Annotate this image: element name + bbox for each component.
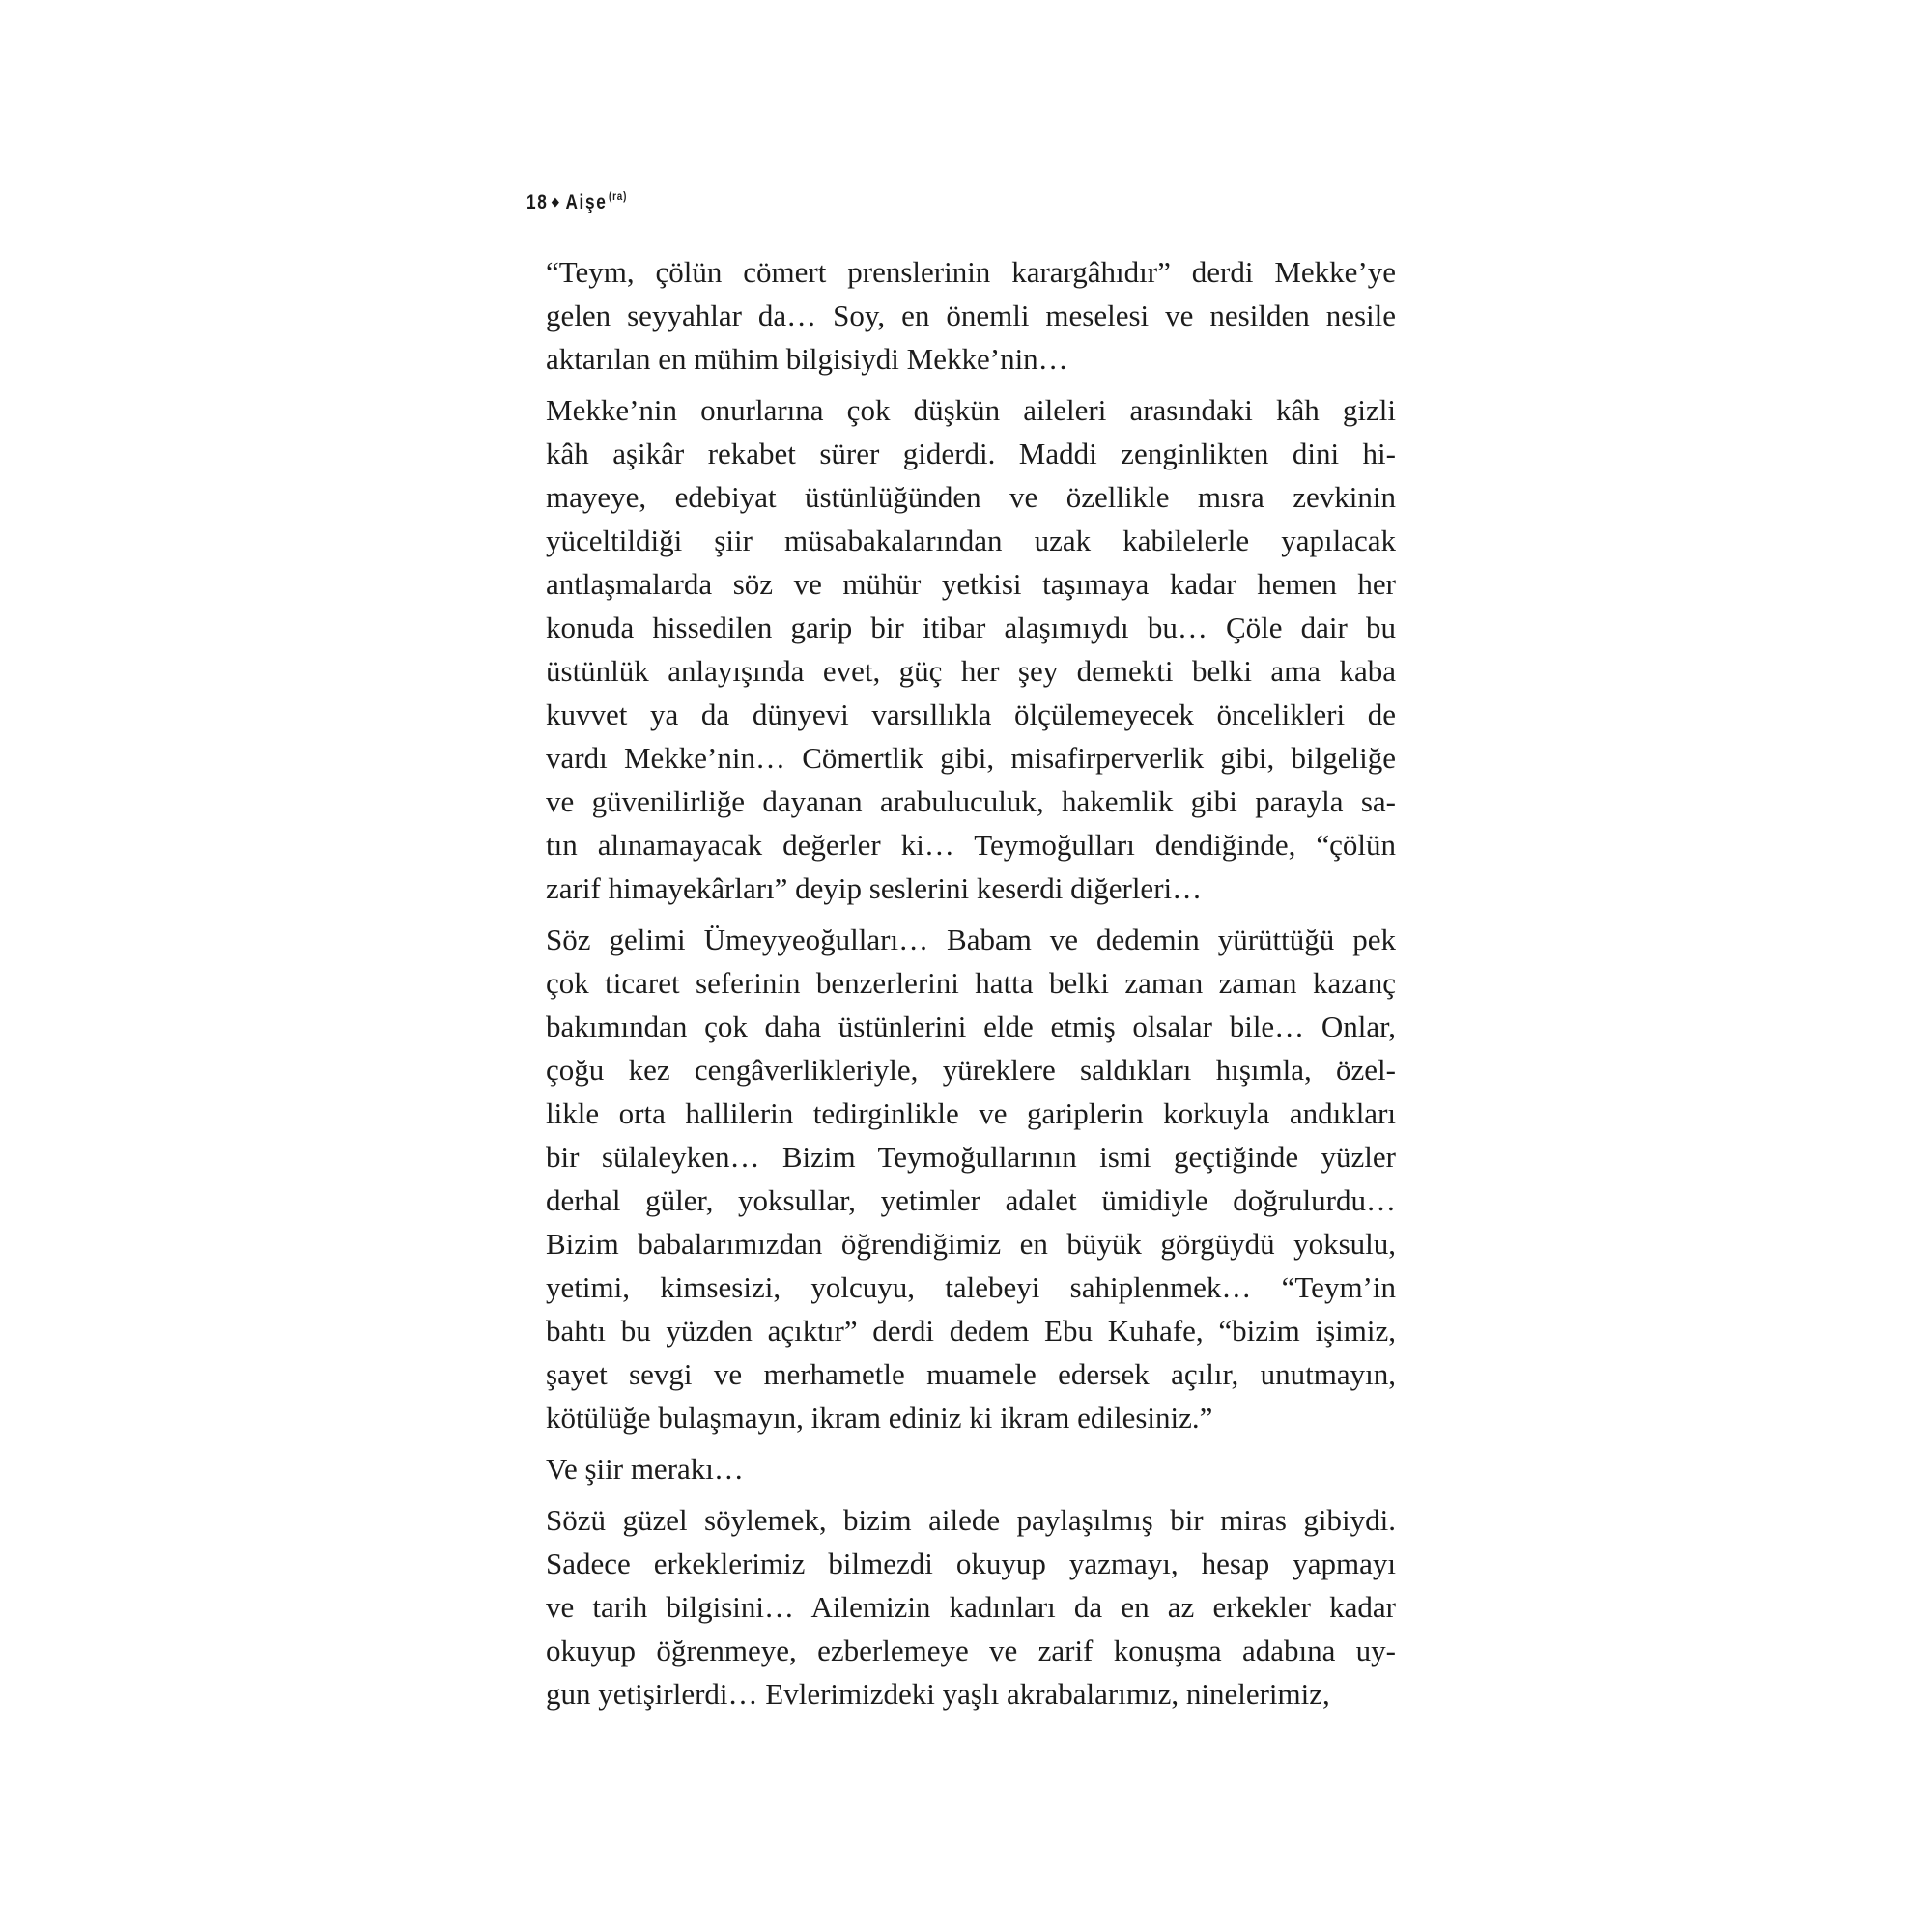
text-line: yüceltildiği şiir müsabakalarından uzak kabilelerle yapılacak [546, 524, 1396, 557]
text-line: çoğu kez cengâverlikleriyle, yüreklere saldıkları hışımla, özel- [546, 1053, 1396, 1087]
text-line: vardı Mekke’nin… Cömertlik gibi, misafirperverlik gibi, bilgeliğe [546, 741, 1396, 775]
text-line: Mekke’nin onurlarına çok düşkün aileleri arasındaki kâh gizli [546, 393, 1396, 427]
text-line: Sözü güzel söylemek, bizim ailede paylaşılmış bir miras gibiydi. [546, 1503, 1396, 1537]
text-line: bir sülaleyken… Bizim Teymoğullarının ismi geçtiğinde yüzler [546, 1140, 1396, 1174]
text-line: antlaşmalarda söz ve mühür yetkisi taşımaya kadar hemen her [546, 567, 1396, 601]
paragraph [546, 1498, 1396, 1716]
page-number: 18 [526, 191, 549, 213]
text-line: gelen seyyahlar da… Soy, en önemli meselesi ve nesilden nesile [546, 298, 1396, 332]
text-line: ve güvenilirliğe dayanan arabuluculuk, hakemlik gibi parayla sa- [546, 784, 1396, 818]
paragraph [546, 388, 1396, 910]
paragraph [546, 1447, 1396, 1491]
book-title: Aişe [565, 191, 608, 213]
text-line: ve tarih bilgisini… Ailemizin kadınları da en az erkekler kadar [546, 1590, 1396, 1624]
text-line: bahtı bu yüzden açıktır” derdi dedem Ebu Kuhafe, “bizim işimiz, [546, 1314, 1396, 1348]
body-text [546, 250, 1396, 1723]
text-line: derhal güler, yoksullar, yetimler adalet ümidiyle doğrulurdu… [546, 1183, 1396, 1217]
text-line: kötülüğe bulaşmayın, ikram ediniz ki ikram edilesiniz.” [546, 1401, 1213, 1435]
title-superscript: (ra) [609, 189, 628, 203]
diamond-separator-icon: ◆ [551, 194, 561, 209]
running-head [526, 189, 627, 214]
text-line: Ve şiir merakı… [546, 1452, 744, 1486]
text-line: üstünlük anlayışında evet, güç her şey demekti belki ama kaba [546, 654, 1396, 688]
text-line: likle orta hallilerin tedirginlikle ve gariplerin korkuyla andıkları [546, 1096, 1396, 1130]
text-line: zarif himayekârları” deyip seslerini keserdi diğerleri… [546, 871, 1203, 905]
paragraph [546, 918, 1396, 1439]
text-line: Sadece erkeklerimiz bilmezdi okuyup yazmayı, hesap yapmayı [546, 1547, 1396, 1580]
text-line: Bizim babalarımızdan öğrendiğimiz en büyük görgüydü yoksulu, [546, 1227, 1396, 1261]
text-line: Söz gelimi Ümeyyeoğulları… Babam ve dedemin yürüttüğü pek [546, 923, 1396, 956]
text-line: yetimi, kimsesizi, yolcuyu, talebeyi sahiplenmek… “Teym’in [546, 1270, 1396, 1304]
text-line: tın alınamayacak değerler ki… Teymoğulları dendiğinde, “çölün [546, 828, 1396, 862]
text-line: şayet sevgi ve merhametle muamele edersek açılır, unutmayın, [546, 1357, 1396, 1391]
text-line: konuda hissedilen garip bir itibar alaşımıydı bu… Çöle dair bu [546, 611, 1396, 644]
text-line: kâh aşikâr rekabet sürer giderdi. Maddi zenginlikten dini hi- [546, 437, 1396, 470]
text-line: aktarılan en mühim bilgisiydi Mekke’nin… [546, 342, 1068, 376]
text-line: kuvvet ya da dünyevi varsıllıkla ölçülemeyecek öncelikleri de [546, 697, 1396, 731]
paragraph [546, 250, 1396, 381]
text-line: “Teym, çölün cömert prenslerinin karargâhıdır” derdi Mekke’ye [546, 255, 1396, 289]
text-line: çok ticaret seferinin benzerlerini hatta belki zaman zaman kazanç [546, 966, 1396, 1000]
text-line: mayeye, edebiyat üstünlüğünden ve özellikle mısra zevkinin [546, 480, 1396, 514]
text-line: okuyup öğrenmeye, ezberlemeye ve zarif konuşma adabına uy- [546, 1634, 1396, 1667]
text-line: bakımından çok daha üstünlerini elde etmiş olsalar bile… Onlar, [546, 1009, 1396, 1043]
text-line: gun yetişirlerdi… Evlerimizdeki yaşlı akrabalarımız, ninelerimiz, [546, 1677, 1330, 1711]
